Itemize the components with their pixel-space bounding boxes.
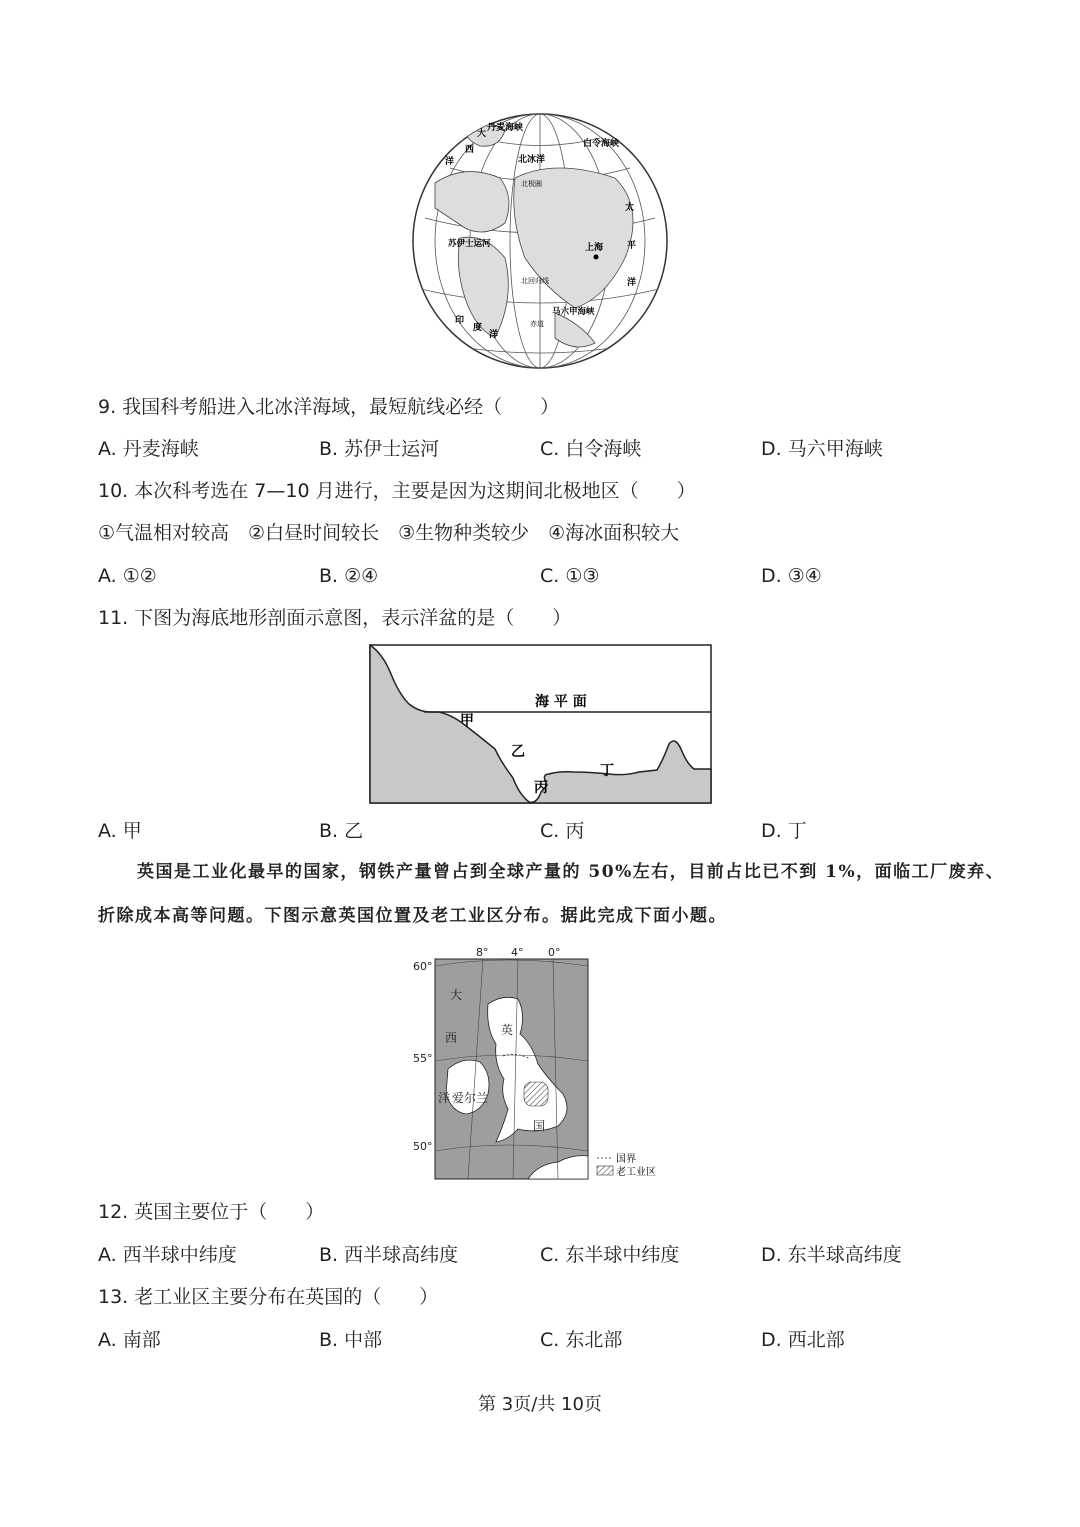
label-shanghai: 上海 (585, 243, 604, 253)
question-9-stem: 9. 我国科考船进入北冰洋海域，最短航线必经（ ） (98, 396, 560, 418)
label-yindu: 印 (455, 316, 465, 326)
label-beihuiguixian: 北回归线 (521, 277, 549, 285)
question-13-stem: 13. 老工业区主要分布在英国的（ ） (98, 1286, 439, 1308)
q10-option-a[interactable]: A. ①② (98, 565, 157, 587)
label-chidao: 赤道 (530, 320, 544, 328)
label-du: 度 (473, 323, 483, 333)
label-yang3: 洋 (489, 330, 499, 340)
q10-option-b[interactable]: B. ②④ (319, 565, 379, 587)
label-guo: 国 (533, 1119, 546, 1133)
label-yang2: 洋 (627, 278, 637, 288)
q9-option-b[interactable]: B. 苏伊士运河 (319, 438, 440, 460)
material-line-2: 折除成本高等问题。下图示意英国位置及老工业区分布。据此完成下面小题。 (98, 906, 727, 926)
label-xi: 西 (445, 1031, 458, 1045)
q12-option-a[interactable]: A. 西半球中纬度 (98, 1244, 237, 1266)
q12-option-b[interactable]: B. 西半球高纬度 (319, 1244, 459, 1266)
q11-option-d[interactable]: D. 丁 (761, 820, 807, 842)
label-jia: 甲 (460, 713, 474, 729)
q13-option-b[interactable]: B. 中部 (319, 1329, 383, 1351)
q10-option-d[interactable]: D. ③④ (761, 565, 822, 587)
label-ying: 英 (501, 1023, 514, 1037)
label-da: 大 (477, 129, 487, 139)
q9-option-a[interactable]: A. 丹麦海峡 (98, 438, 199, 460)
question-11-stem: 11. 下图为海底地形剖面示意图，表示洋盆的是（ ） (98, 607, 572, 629)
shanghai-dot (594, 255, 599, 260)
label-aierlan: 爱尔兰 (452, 1091, 489, 1105)
label-da: 大 (450, 988, 463, 1002)
label-lat55: 55° (413, 1052, 433, 1065)
label-suyishi: 苏伊士运河 (448, 239, 491, 249)
label-ding: 丁 (600, 763, 614, 779)
label-beijiquan: 北极圈 (521, 180, 542, 188)
label-yang: 洋 (438, 1091, 451, 1105)
q11-option-b[interactable]: B. 乙 (319, 820, 364, 842)
label-lon4: 4° (511, 946, 524, 959)
q11-option-a[interactable]: A. 甲 (98, 820, 142, 842)
uk-location-map (408, 944, 673, 1184)
q12-option-d[interactable]: D. 东半球高纬度 (761, 1244, 902, 1266)
label-lat60: 60° (413, 960, 433, 973)
old-industrial-area (524, 1082, 548, 1106)
label-lat50: 50° (413, 1140, 433, 1153)
q9-option-c[interactable]: C. 白令海峡 (540, 438, 642, 460)
question-10-stem: 10. 本次科考选在 7—10 月进行，主要是因为这期间北极地区（ ） (98, 480, 696, 502)
label-lon0: 0° (548, 946, 561, 959)
seafloor-profile-diagram (369, 644, 713, 806)
label-xi: 西 (465, 145, 475, 155)
q13-option-d[interactable]: D. 西北部 (761, 1329, 845, 1351)
label-lon8: 8° (476, 946, 489, 959)
label-tai: 太 (625, 203, 635, 213)
label-sea-level: 海 平 面 (535, 694, 587, 710)
label-yi: 乙 (511, 744, 525, 760)
question-10-items: ①气温相对较高 ②白昼时间较长 ③生物种类较少 ④海冰面积较大 (98, 522, 680, 544)
label-beilingdeng: 白令海峡 (583, 139, 620, 149)
page-footer: 第 3页/共 10页 (478, 1394, 602, 1415)
q13-option-a[interactable]: A. 南部 (98, 1329, 161, 1351)
question-12-stem: 12. 英国主要位于（ ） (98, 1201, 325, 1223)
legend-industry-label: 老工业区 (616, 1167, 656, 1178)
q11-option-c[interactable]: C. 丙 (540, 820, 585, 842)
legend-border-label: 国界 (616, 1154, 636, 1165)
label-ping: 平 (627, 241, 637, 251)
label-malujia: 马六甲海峡 (552, 307, 595, 317)
q10-option-c[interactable]: C. ①③ (540, 565, 600, 587)
q9-option-d[interactable]: D. 马六甲海峡 (761, 438, 883, 460)
q12-option-c[interactable]: C. 东半球中纬度 (540, 1244, 680, 1266)
material-line-1: 英国是工业化最早的国家，钢铁产量曾占到全球产量的 50%左右，目前占比已不到 1%，面临工厂废弃、 (137, 862, 1005, 882)
label-beibingyang: 北冰洋 (518, 155, 546, 165)
q13-option-c[interactable]: C. 东北部 (540, 1329, 623, 1351)
label-yang: 洋 (445, 157, 455, 167)
globe-map (405, 108, 675, 378)
label-danmai: 丹麦海峡 (487, 123, 524, 133)
label-bing: 丙 (534, 780, 548, 796)
